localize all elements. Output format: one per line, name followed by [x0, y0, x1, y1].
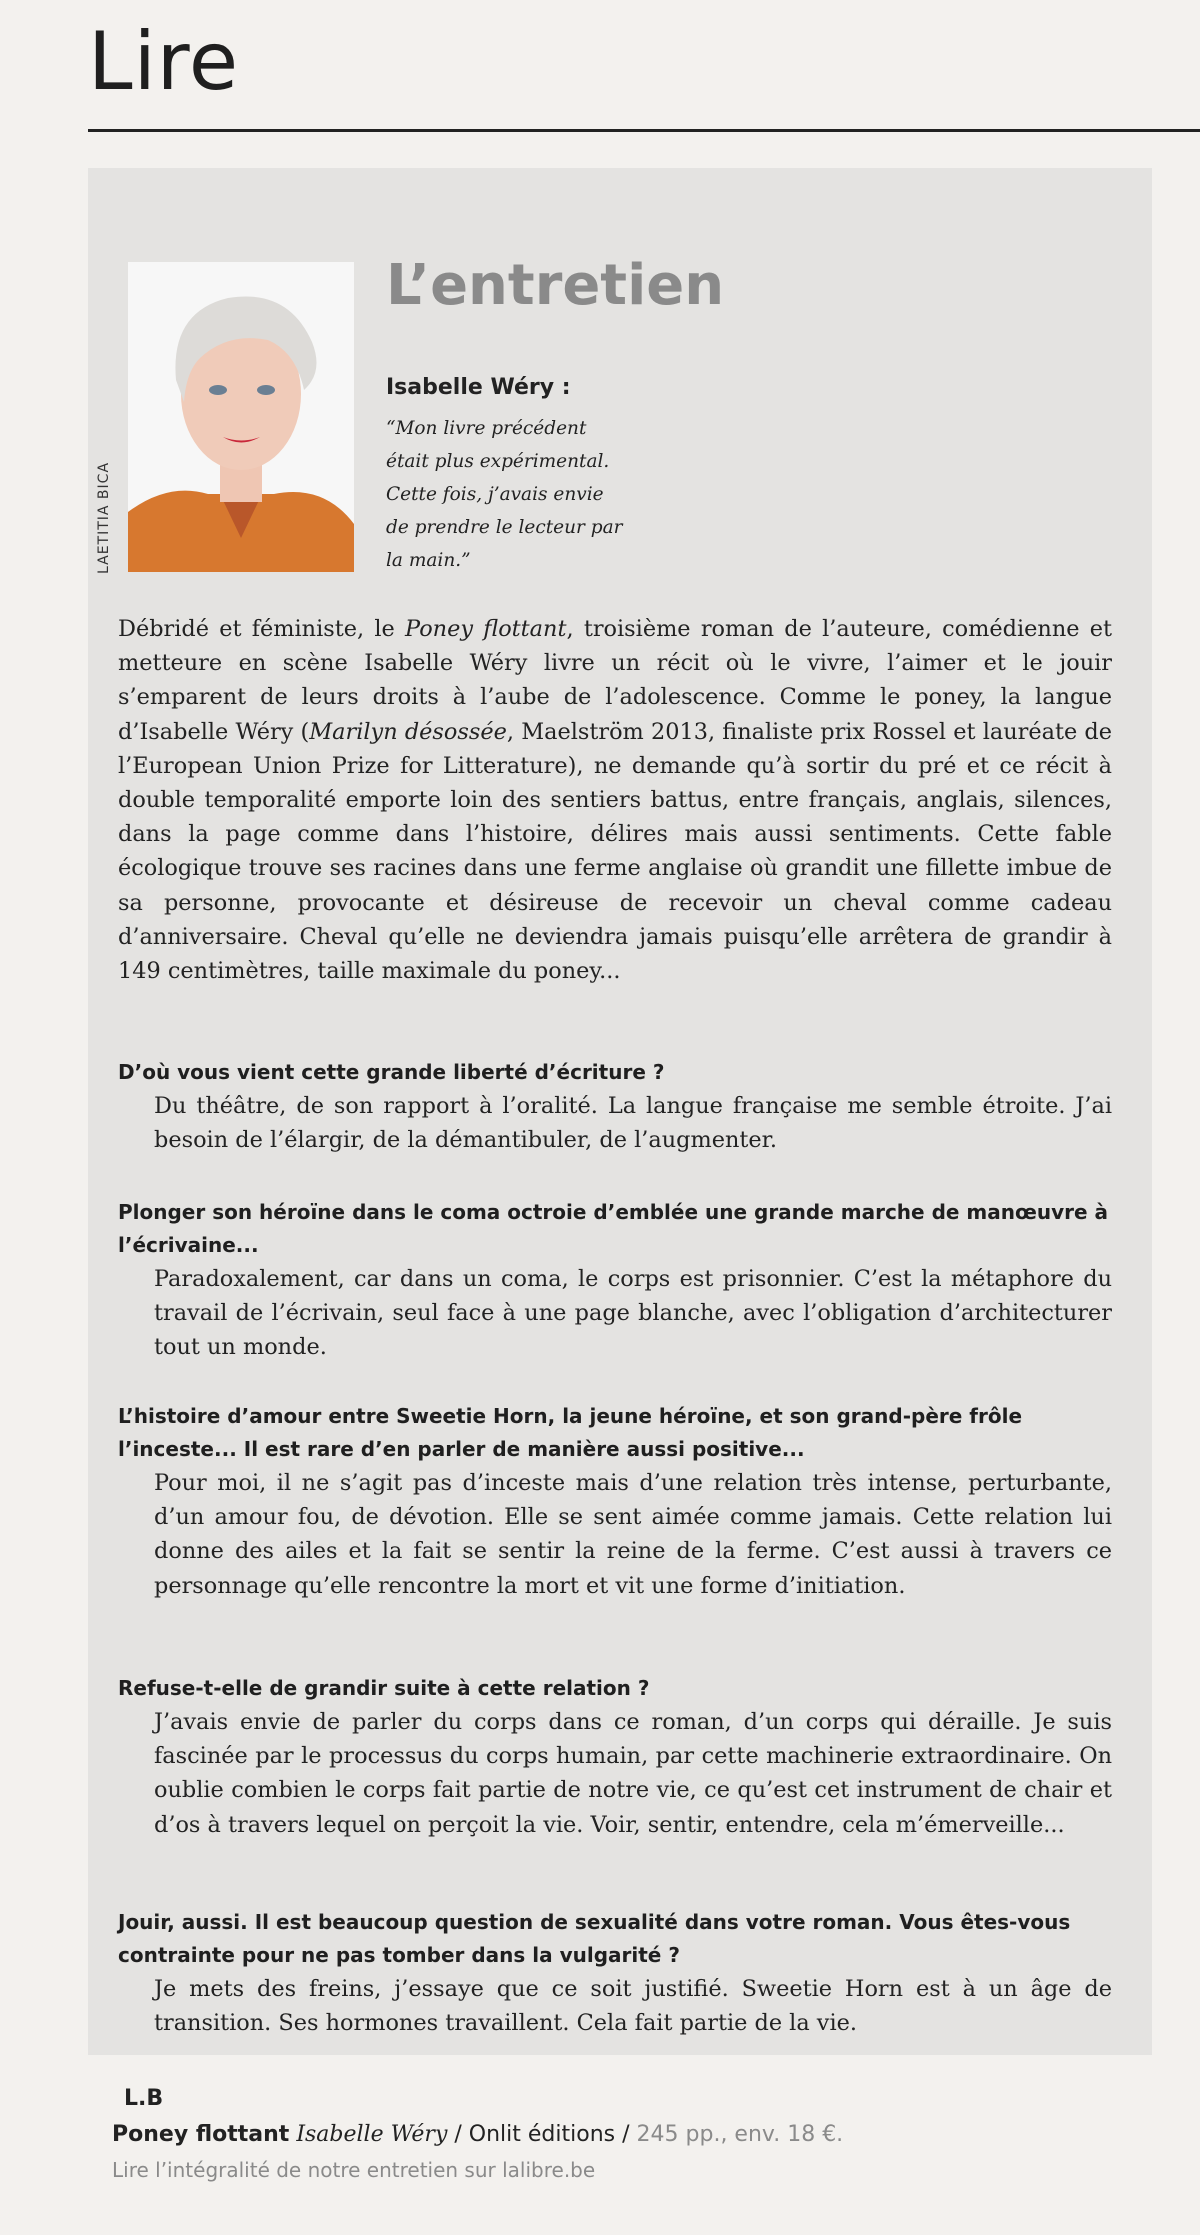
- section-title: Lire: [88, 15, 240, 108]
- question: L’histoire d’amour entre Sweetie Horn, la jeune héroïne, et son grand-père frôle l’inceste... Il est rare d’en parler de manière aussi positive...: [118, 1404, 1023, 1461]
- book-author: Isabelle Wéry: [296, 2122, 448, 2147]
- intro-paragraph: [118, 612, 1112, 988]
- qa-block: [118, 1400, 1112, 1603]
- web-note: Lire l’intégralité de notre entretien sur lalibre.be: [112, 2158, 596, 2182]
- author-signature: L.B: [124, 2086, 164, 2111]
- pull-quote: [386, 412, 676, 577]
- qa-block: [118, 1196, 1112, 1365]
- photo-credit: LAETITIA BICA: [96, 461, 112, 574]
- pull-quote-line: était plus expérimental.: [386, 451, 610, 472]
- interviewee-name: Isabelle Wéry :: [386, 375, 571, 400]
- book-publisher: / Onlit éditions /: [454, 2122, 630, 2147]
- answer: J’avais envie de parler du corps dans ce roman, d’un corps qui déraille. Je suis fascinée par le processus du corps humain, par cette machinerie extraordinaire. On oublie combien le corps fait partie de notre vie, ce qu’est cet instrument de chair et d’os à travers lequel on perçoit la vie. Voir, sentir, entendre, cela m’émerveille...: [154, 1709, 1112, 1838]
- book-title: Poney flottant: [112, 2122, 290, 2147]
- pull-quote-line: la main.”: [386, 550, 471, 571]
- answer: Paradoxalement, car dans un coma, le corps est prisonnier. C’est la métaphore du travail de l’écrivain, seul face à une page blanche, avec l’obligation d’architecturer tout un monde.: [154, 1266, 1112, 1361]
- pull-quote-line: Cette fois, j’avais envie: [386, 484, 604, 505]
- question: Refuse-t-elle de grandir suite à cette relation ?: [118, 1676, 650, 1700]
- intro-text: , Maelström 2013, finaliste prix Rossel et lauréate de l’European Union Prize for Litterature), ne demande qu’à sortir du pré et ce récit à double temporalité emporte loin des sentiers battus, entre français, anglais, silences, dans la page comme dans l’histoire, délires mais aussi sentiments. Cette fable écologique trouve ses racines dans une ferme anglaise où grandit une fillette imbue de sa personne, provocante et désireuse de recevoir un cheval comme cadeau d’anniversaire. Cheval qu’elle ne deviendra jamais puisqu’elle arrêtera de grandir à 149 centimètres, taille maximale du poney...: [118, 718, 1112, 985]
- qa-block: [118, 1906, 1112, 2040]
- question: Plonger son héroïne dans le coma octroie d’emblée une grande marche de manœuvre à l’écrivaine...: [118, 1200, 1109, 1257]
- pull-quote-line: “Mon livre précédent: [386, 418, 587, 439]
- header-rule: [88, 129, 1200, 132]
- answer: Du théâtre, de son rapport à l’oralité. La langue française me semble étroite. J’ai besoin de l’élargir, de la démantibuler, de l’augmenter.: [154, 1093, 1112, 1154]
- qa-block: [118, 1672, 1112, 1842]
- intro-text: Débridé et féministe, le: [118, 616, 406, 642]
- book-info: [112, 2122, 843, 2147]
- intro-text: , troisième roman de l’auteure, comédienne et metteure en scène Isabelle Wéry livre un récit où le vivre, l’aimer et le jouir s’emparent de leurs droits à l’aube de l’adolescence. Comme le poney, la langue d’Isabelle Wéry (: [118, 616, 1112, 745]
- question: Jouir, aussi. Il est beaucoup question de sexualité dans votre roman. Vous êtes-vous contrainte pour ne pas tomber dans la vulgarité ?: [118, 1910, 1071, 1967]
- book-details: 245 pp., env. 18 €.: [636, 2122, 844, 2147]
- rubric-title: L’entretien: [386, 253, 725, 318]
- qa-block: [118, 1056, 1112, 1157]
- author-photo: [128, 262, 354, 572]
- previous-book-title: Marilyn désossée: [309, 718, 507, 745]
- answer: Je mets des freins, j’essaye que ce soit justifié. Sweetie Horn est à un âge de transition. Ses hormones travaillent. Cela fait partie de la vie.: [154, 1976, 1112, 2037]
- answer: Pour moi, il ne s’agit pas d’inceste mais d’une relation très intense, perturbante, d’un amour fou, de dévotion. Elle se sent aimée comme jamais. Cette relation lui donne des ailes et la fait se sentir la reine de la ferme. C’est aussi à travers ce personnage qu’elle rencontre la mort et vit une forme d’initiation.: [154, 1470, 1112, 1599]
- question: D’où vous vient cette grande liberté d’écriture ?: [118, 1060, 665, 1084]
- pull-quote-line: de prendre le lecteur par: [386, 517, 623, 538]
- book-title-inline: Poney flottant: [405, 616, 567, 642]
